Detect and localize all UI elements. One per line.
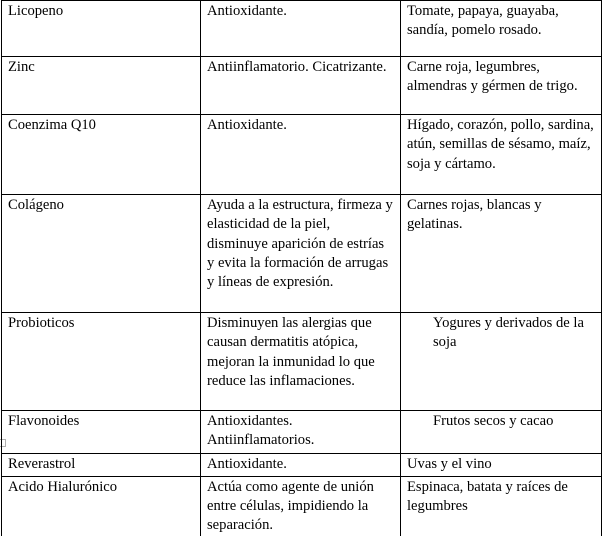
nutrient-name-cell: Coenzima Q10 (2, 115, 201, 195)
nutrient-table (1, 0, 602, 536)
sources-cell: Carne roja, legumbres, almendras y gérmen de trigo. (401, 57, 602, 115)
table-row (2, 57, 602, 115)
sources-cell: Tomate, papaya, guayaba, sandía, pomelo rosado. (401, 1, 602, 57)
benefit-cell: Antiinflamatorio. Cicatrizante. (201, 57, 401, 115)
sources-cell: Espinaca, batata y raíces de legumbres (401, 476, 602, 536)
benefit-cell: Actúa como agente de unión entre células, impidiendo la separación. (201, 476, 401, 536)
nutrient-name-cell: Flavonoides (2, 411, 201, 454)
benefit-cell: Antioxidantes. Antiinflamatorios. (201, 411, 401, 454)
table-row (2, 453, 602, 476)
table-row (2, 1, 602, 57)
benefit-cell: Antioxidante. (201, 115, 401, 195)
table-row (2, 313, 602, 411)
nutrient-name-cell: Colágeno (2, 195, 201, 313)
table-row (2, 195, 602, 313)
table-row (2, 476, 602, 536)
nutrient-name-cell: Acido Hialurónico (2, 476, 201, 536)
nutrient-name-cell: Zinc (2, 57, 201, 115)
sources-cell: Frutos secos y cacao (401, 411, 602, 454)
sources-cell: Carnes rojas, blancas y gelatinas. (401, 195, 602, 313)
benefit-cell: Antioxidante. (201, 453, 401, 476)
benefit-cell: Disminuyen las alergias que causan dermatitis atópica, mejoran la inmunidad lo que reduce las inflamaciones. (201, 313, 401, 411)
sources-cell: Hígado, corazón, pollo, sardina, atún, semillas de sésamo, maíz, soja y cártamo. (401, 115, 602, 195)
sources-cell: Uvas y el vino (401, 453, 602, 476)
table-row (2, 411, 602, 454)
sources-cell: Yogures y derivados de la soja (401, 313, 602, 411)
nutrient-name-cell: Licopeno (2, 1, 201, 57)
table-row (2, 115, 602, 195)
benefit-cell: Antioxidante. (201, 1, 401, 57)
nutrient-name-cell: Probioticos (2, 313, 201, 411)
benefit-cell: Ayuda a la estructura, firmeza y elasticidad de la piel, disminuye aparición de estrías y evita la formación de arrugas y líneas de expresión. (201, 195, 401, 313)
nutrient-name-cell: Reverastrol (2, 453, 201, 476)
